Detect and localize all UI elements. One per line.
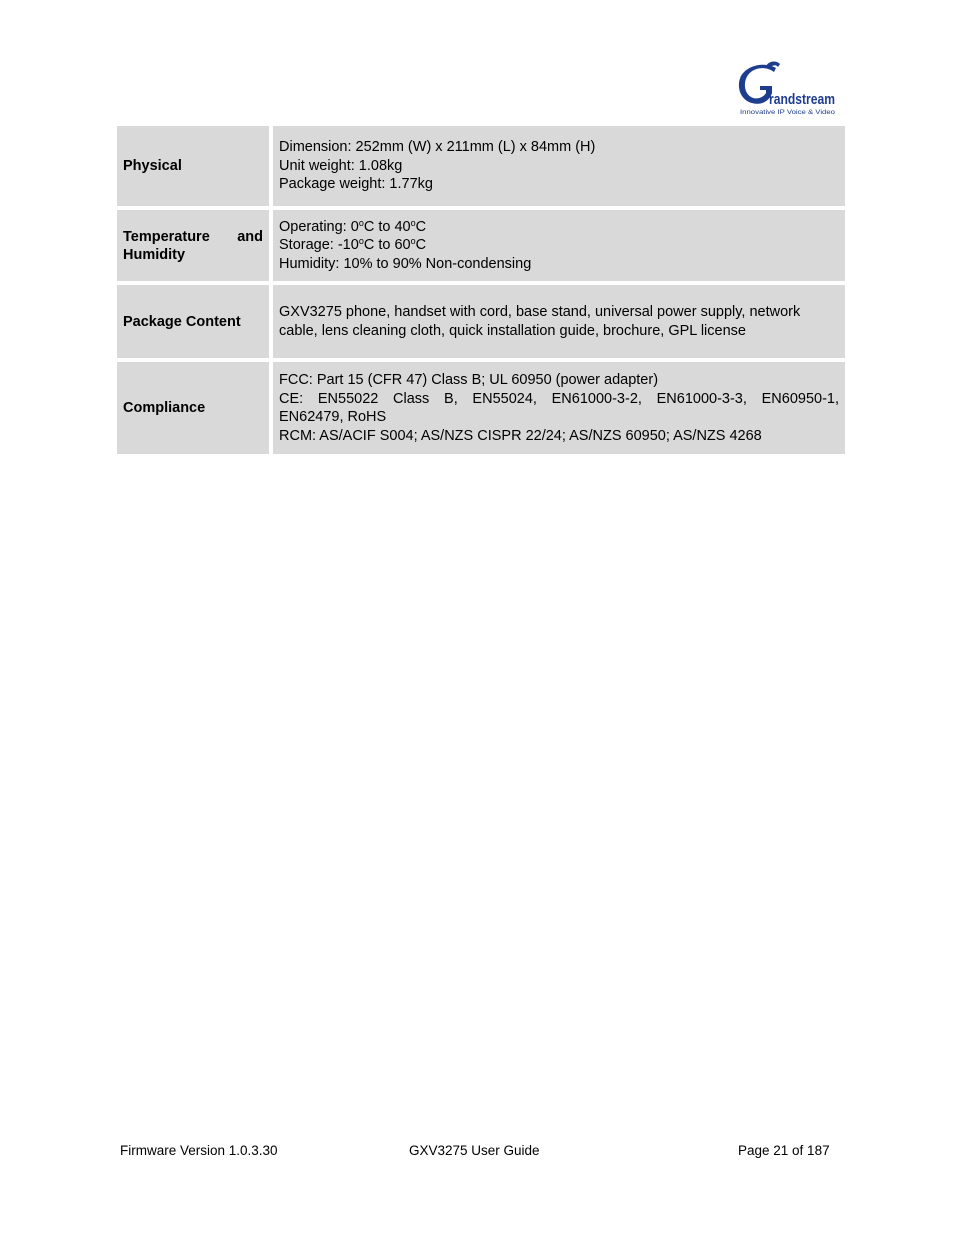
spec-line-storage: Storage: -10$^o$C to 60$^o$C — [279, 236, 427, 254]
grandstream-logo — [736, 60, 840, 120]
spec-line-operating: Operating: 0$^o$C to 40$^o$C — [279, 217, 427, 235]
spec-label: Compliance — [117, 362, 269, 454]
spec-row-physical — [117, 126, 845, 206]
spec-label — [117, 210, 269, 281]
spec-label-line: Temperature and — [123, 228, 263, 245]
spec-label: Package Content — [117, 285, 269, 358]
spec-line: Dimension: 252mm (W) x 211mm (L) x 84mm (H) — [279, 139, 596, 156]
spec-line-rcm: RCM: AS/ACIF S004; AS/NZS CISPR 22/24; AS/NZS 60950; AS/NZS 4268 — [279, 427, 762, 444]
spec-line: Package weight: 1.77kg — [279, 176, 433, 193]
spec-line: Unit weight: 1.08kg — [279, 157, 403, 174]
spec-value — [273, 126, 845, 206]
spec-line: GXV3275 phone, handset with cord, base stand, universal power supply, network — [279, 304, 801, 320]
footer-firmware-version: Firmware Version 1.0.3.30 — [120, 1143, 278, 1158]
svg-text:Innovative IP Voice & Video: Innovative IP Voice & Video — [740, 109, 836, 116]
spec-line: cable, lens cleaning cloth, quick installation guide, brochure, GPL license — [279, 322, 746, 339]
spec-label: Physical — [117, 126, 269, 206]
spec-value — [273, 285, 845, 358]
footer-page-number: Page 21 of 187 — [738, 1143, 830, 1158]
spec-label-line: Humidity — [123, 246, 186, 263]
spec-line-fcc: FCC: Part 15 (CFR 47) Class B; UL 60950 (power adapter) — [279, 372, 659, 388]
spec-line-humidity: Humidity: 10% to 90% Non-condensing — [279, 255, 532, 272]
spec-row-package-content — [117, 285, 845, 358]
svg-text:randstream: randstream — [769, 91, 835, 108]
footer-guide-title: GXV3275 User Guide — [409, 1143, 540, 1158]
specification-table — [117, 126, 845, 458]
spec-line-ce: CE: EN55022 Class B, EN55024, EN61000-3-2, EN61000-3-3, EN60950-1, — [279, 390, 839, 407]
spec-row-compliance — [117, 362, 845, 454]
spec-value — [273, 210, 845, 281]
grandstream-logo-icon — [736, 60, 840, 120]
spec-value — [273, 362, 845, 454]
spec-line-ce-cont: EN62479, RoHS — [279, 409, 387, 425]
spec-row-temperature-humidity — [117, 210, 845, 281]
